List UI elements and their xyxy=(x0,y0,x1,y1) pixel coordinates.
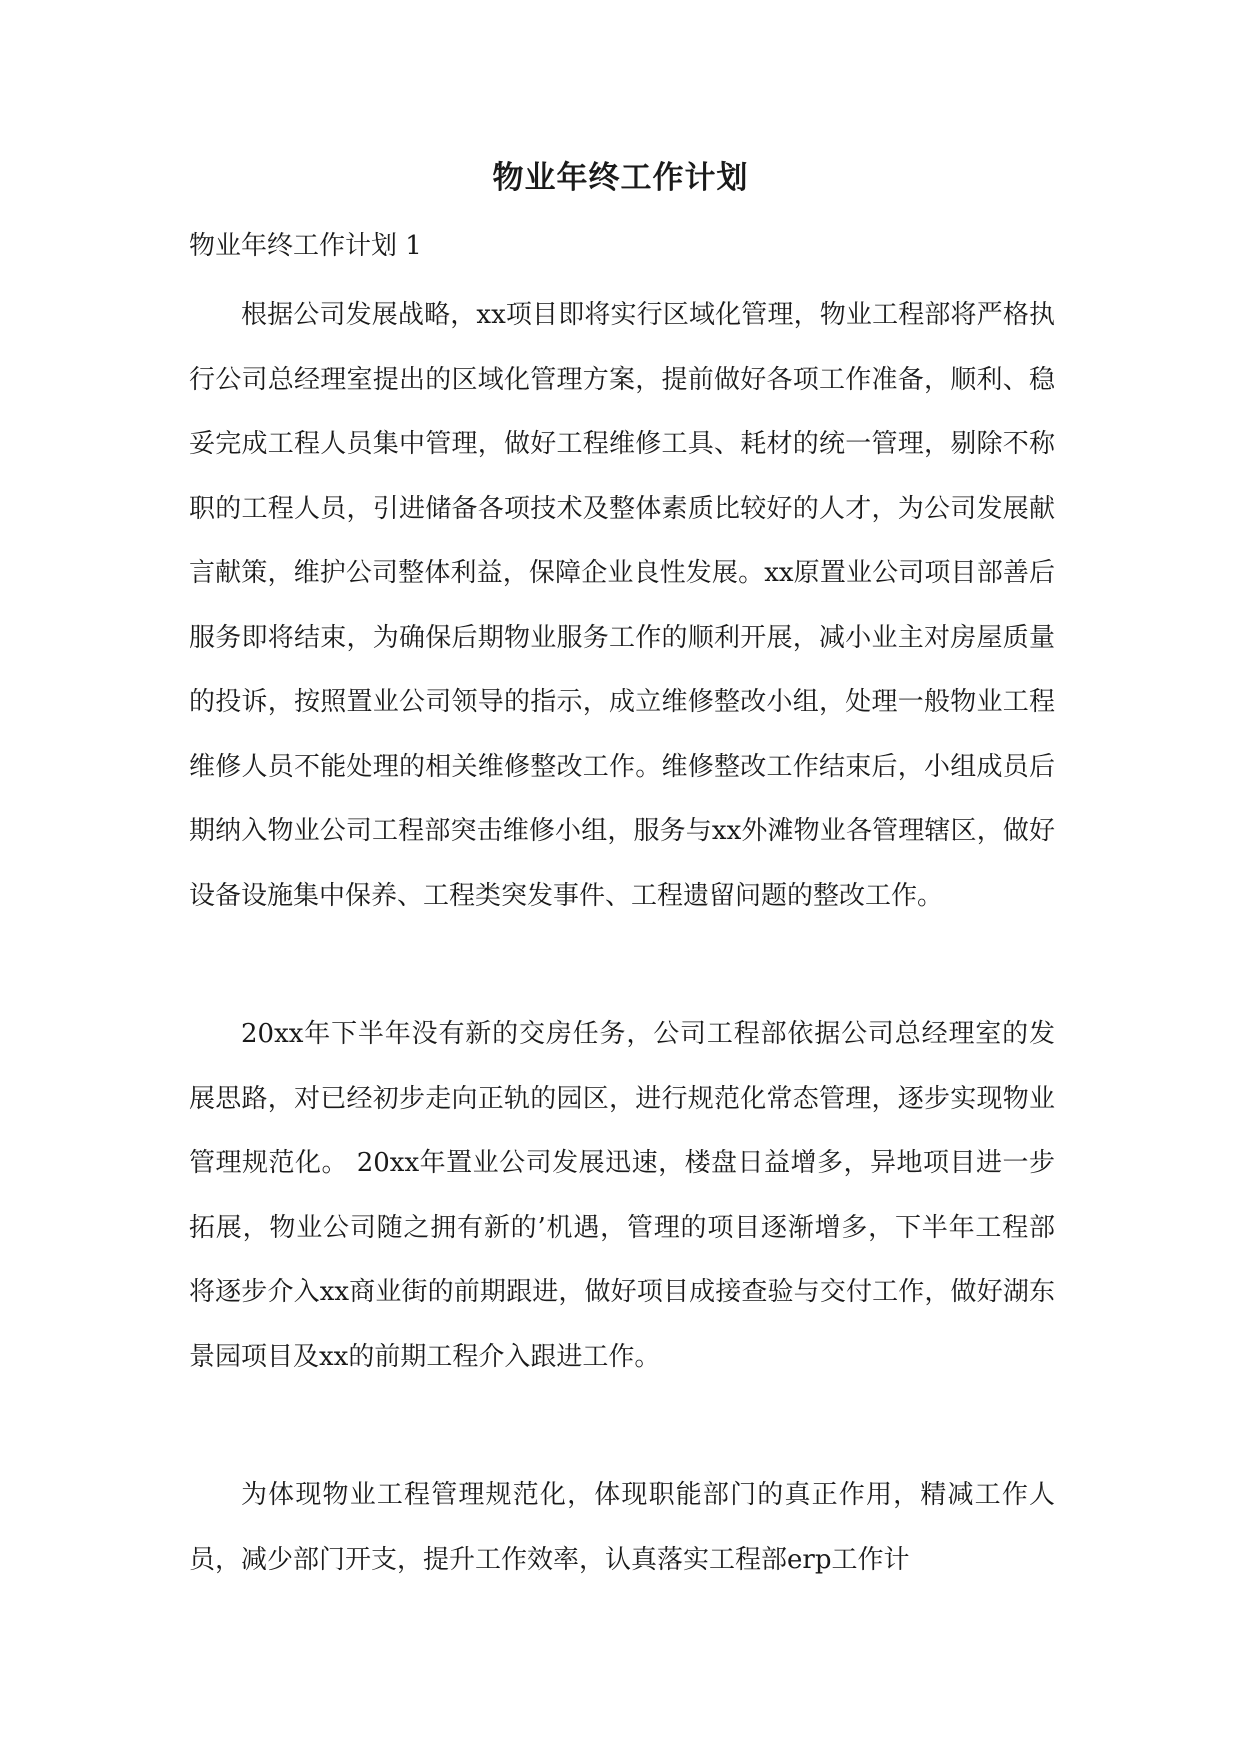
paragraph-3: 为体现物业工程管理规范化，体现职能部门的真正作用，精减工作人员，减少部门开支，提升工作效率，认真落实工程部erp工作计 xyxy=(189,1480,1055,1575)
paragraph-1: 根据公司发展战略，xx项目即将实行区域化管理，物业工程部将严格执行公司总经理室提出的区域化管理方案，提前做好各项工作准备，顺利、稳妥完成工程人员集中管理，做好工程维修工具、耗材的统一管理，剔除不称职的工程人员，引进储备各项技术及整体素质比较好的人才，为公司发展献言献策，维护公司整体利益，保障企业良性发展。xx原置业公司项目部善后服务即将结束，为确保后期物业服务工作的顺利开展，减小业主对房屋质量的投诉，按照置业公司领导的指示，成立维修整改小组，处理一般物业工程维修人员不能处理的相关维修整改工作。维修整改工作结束后，小组成员后期纳入物业公司工程部突击维修小组，服务与xx外滩物业各管理辖区，做好设备设施集中保养、工程类突发事件、工程遗留问题的整改工作。 xyxy=(189,300,1055,911)
paragraph-2: 20xx年下半年没有新的交房任务，公司工程部依据公司总经理室的发展思路，对已经初步走向正轨的园区，进行规范化常态管理，逐步实现物业管理规范化。 20xx年置业公司发展迅速，楼盘日益增多，异地项目进一步拓展，物业公司随之拥有新的’机遇，管理的项目逐渐增多，下半年工程部将逐步介入xx商业街的前期跟进，做好项目成接查验与交付工作，做好湖东景园项目及xx的前期工程介入跟进工作。 xyxy=(189,1019,1055,1372)
document-title: 物业年终工作计划 xyxy=(492,160,749,196)
section-heading: 物业年终工作计划 1 xyxy=(189,231,422,261)
